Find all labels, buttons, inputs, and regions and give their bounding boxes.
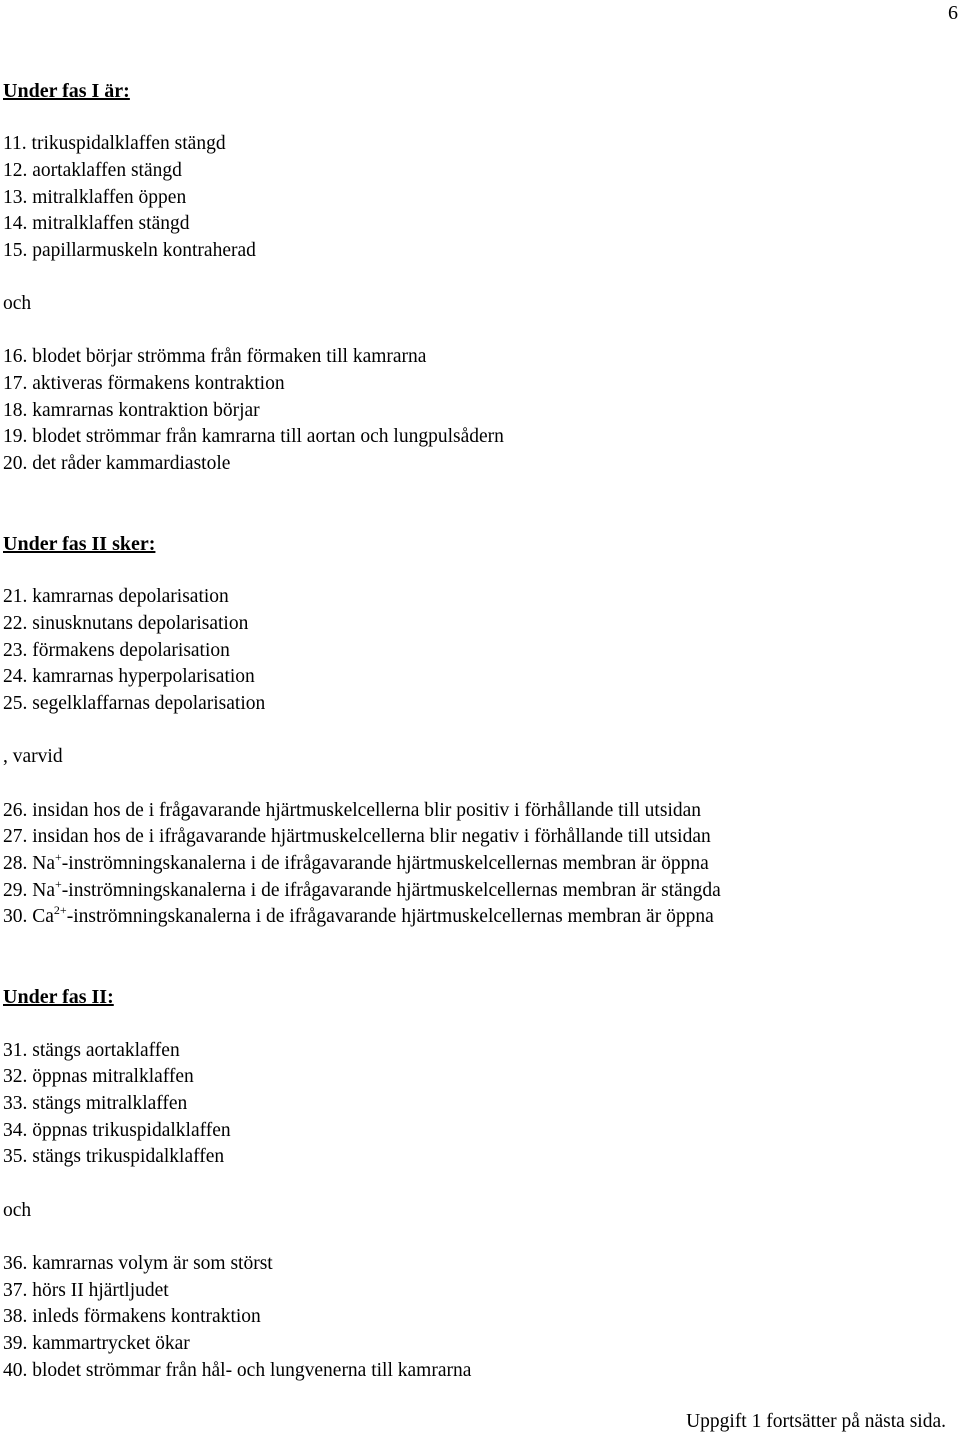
list-item: 13. mitralklaffen öppen [3, 187, 187, 208]
list-item: 36. kamrarnas volym är som störst [3, 1253, 273, 1274]
item-text: -inströmningskanalerna i de ifrågavarande hjärtmuskelcellernas membran är öppna [61, 853, 709, 874]
section-heading-fas-2: Under fas II: [3, 986, 114, 1008]
list-item: 40. blodet strömmar från hål- och lungvenerna till kamrarna [3, 1360, 472, 1381]
item-text: -inströmningskanalerna i de ifrågavarande hjärtmuskelcellernas membran är öppna [66, 906, 714, 927]
list-item: 34. öppnas trikuspidalklaffen [3, 1120, 231, 1141]
list-item: 27. insidan hos de i ifrågavarande hjärtmuskelcellerna blir negativ i förhållande till utsidan [3, 826, 711, 847]
item-prefix: 30. Ca [3, 906, 54, 927]
list-item [3, 903, 714, 928]
list-item: 14. mitralklaffen stängd [3, 213, 190, 234]
list-item: 15. papillarmuskeln kontraherad [3, 240, 256, 261]
item-prefix: 28. Na [3, 853, 55, 874]
list-item: 39. kammartrycket ökar [3, 1333, 190, 1354]
continuation-note: Uppgift 1 fortsätter på nästa sida. [686, 1411, 946, 1432]
section-heading-fas-2-sker: Under fas II sker: [3, 533, 156, 555]
list-item: 22. sinusknutans depolarisation [3, 613, 249, 634]
list-item: 18. kamrarnas kontraktion börjar [3, 400, 260, 421]
list-item [3, 850, 709, 875]
list-item: 32. öppnas mitralklaffen [3, 1066, 194, 1087]
section-heading-fas-1: Under fas I är: [3, 80, 130, 102]
list-item: 26. insidan hos de i frågavarande hjärtmuskelcellerna blir positiv i förhållande till utsidan [3, 800, 702, 821]
ion-charge: + [55, 850, 62, 864]
list-item: 11. trikuspidalklaffen stängd [3, 133, 226, 154]
ion-charge: + [55, 877, 62, 891]
list-item: 24. kamrarnas hyperpolarisation [3, 666, 255, 687]
list-item: 20. det råder kammardiastole [3, 453, 231, 474]
ion-charge: 2+ [53, 903, 67, 917]
connector-text: och [3, 1200, 32, 1221]
list-item: 37. hörs II hjärtljudet [3, 1280, 169, 1301]
list-item: 21. kamrarnas depolarisation [3, 586, 229, 607]
list-item: 19. blodet strömmar från kamrarna till aortan och lungpulsådern [3, 426, 504, 447]
item-text: -inströmningskanalerna i de ifrågavarande hjärtmuskelcellernas membran är stängda [61, 880, 721, 901]
page-number: 6 [948, 2, 958, 24]
list-item: 16. blodet börjar strömma från förmaken till kamrarna [3, 346, 427, 367]
list-item [3, 877, 721, 902]
list-item: 33. stängs mitralklaffen [3, 1093, 188, 1114]
list-item: 31. stängs aortaklaffen [3, 1040, 180, 1061]
list-item: 35. stängs trikuspidalklaffen [3, 1146, 225, 1167]
list-item: 25. segelklaffarnas depolarisation [3, 693, 266, 714]
list-item: 12. aortaklaffen stängd [3, 160, 182, 181]
list-item: 38. inleds förmakens kontraktion [3, 1306, 261, 1327]
item-prefix: 29. Na [3, 880, 55, 901]
list-item: 23. förmakens depolarisation [3, 640, 230, 661]
list-item: 17. aktiveras förmakens kontraktion [3, 373, 285, 394]
connector-text: , varvid [3, 746, 63, 767]
connector-text: och [3, 293, 32, 314]
